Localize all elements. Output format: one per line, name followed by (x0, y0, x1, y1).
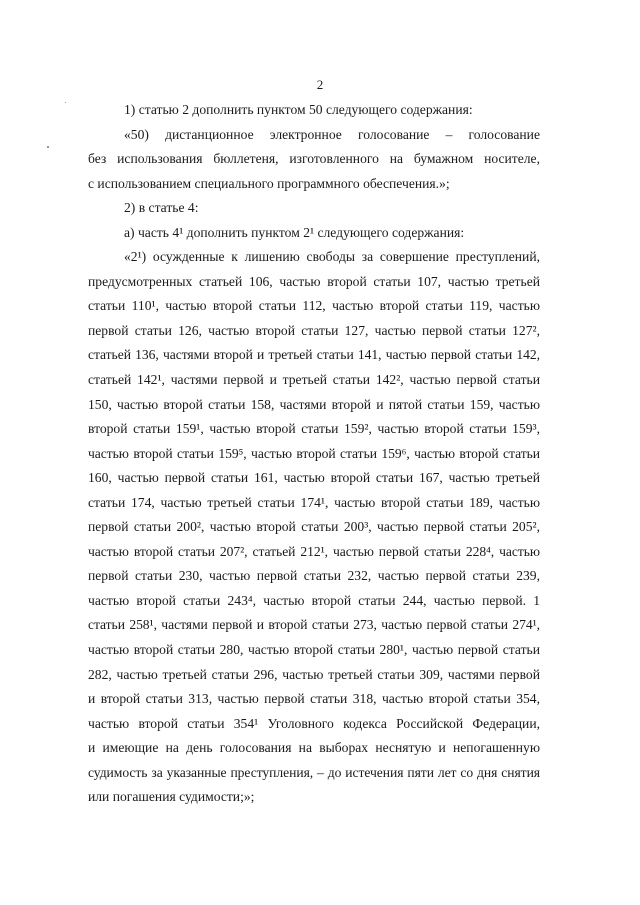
text-line: частью второй статьи 159⁵, частью второй статьи 159⁶, частью второй статьи (88, 445, 540, 461)
text-line: с использованием специального программного обеспечения.»; (88, 175, 450, 191)
text-line: статьи 110¹, частью второй статьи 112, частью второй статьи 119, частью (88, 298, 540, 314)
text-line: и имеющие на день голосования на выборах неснятую и непогашенную (88, 740, 540, 756)
text-line: статьей 136, частями второй и третьей статьи 141, частью первой статьи 142, (88, 347, 540, 363)
text-line: предусмотренных статьей 106, частью второй статьи 107, частью третьей (88, 273, 540, 289)
text-line: «2¹) осужденные к лишению свободы за совершение преступлений, (124, 249, 540, 265)
text-line: 1) статью 2 дополнить пунктом 50 следующего содержания: (124, 102, 473, 117)
text-line: судимость за указанные преступления, – до истечения пяти лет со дня снятия (88, 764, 540, 780)
text-line: 160, частью первой статьи 161, частью второй статьи 167, частью третьей (88, 470, 540, 486)
text-line: частью второй статьи 280, частью второй статьи 280¹, частью первой статьи (88, 642, 540, 658)
text-line: первой статьи 200², частью второй статьи 200³, частью первой статьи 205², (88, 519, 540, 535)
text-line: статьей 142¹, частями первой и третьей статьи 142², частью первой статьи (88, 372, 540, 388)
page-number: 2 (316, 77, 324, 92)
text-line: первой статьи 230, частью первой статьи 232, частью первой статьи 239, (88, 568, 540, 584)
text-line: статьи 174, частью третьей статьи 174¹, частью второй статьи 189, частью (88, 494, 540, 510)
text-line: 150, частью второй статьи 158, частями второй и пятой статьи 159, частью (88, 396, 540, 412)
text-line: частью второй статьи 354¹ Уголовного кодекса Российской Федерации, (88, 715, 540, 731)
text-line: 2) в статье 4: (124, 200, 199, 216)
text-line: «50) дистанционное электронное голосование – голосование (124, 126, 540, 142)
text-line: или погашения судимости;»; (88, 789, 255, 805)
text-line: частью второй статьи 207², статьей 212¹, частью первой статьи 228⁴, частью (88, 543, 540, 559)
text-line: частью второй статьи 243⁴, частью второй статьи 244, частью первой. 1 (88, 592, 540, 608)
text-line: без использования бюллетеня, изготовленного на бумажном носителе, (88, 151, 540, 167)
text-line: первой статьи 126, частью второй статьи 127, частью первой статьи 127², (88, 322, 540, 338)
text-line: второй статьи 159¹, частью второй статьи 159², частью второй статьи 159³, (88, 421, 540, 437)
text-line: статьи 258¹, частями первой и второй статьи 273, частью первой статьи 274¹, (88, 617, 540, 633)
text-line: 282, частью третьей статьи 296, частью третьей статьи 309, частями первой (88, 666, 540, 682)
text-line: и второй статьи 313, частью первой статьи 318, частью второй статьи 354, (88, 691, 540, 707)
document-body (88, 98, 540, 810)
text-line: а) часть 4¹ дополнить пунктом 2¹ следующего содержания: (124, 224, 465, 240)
